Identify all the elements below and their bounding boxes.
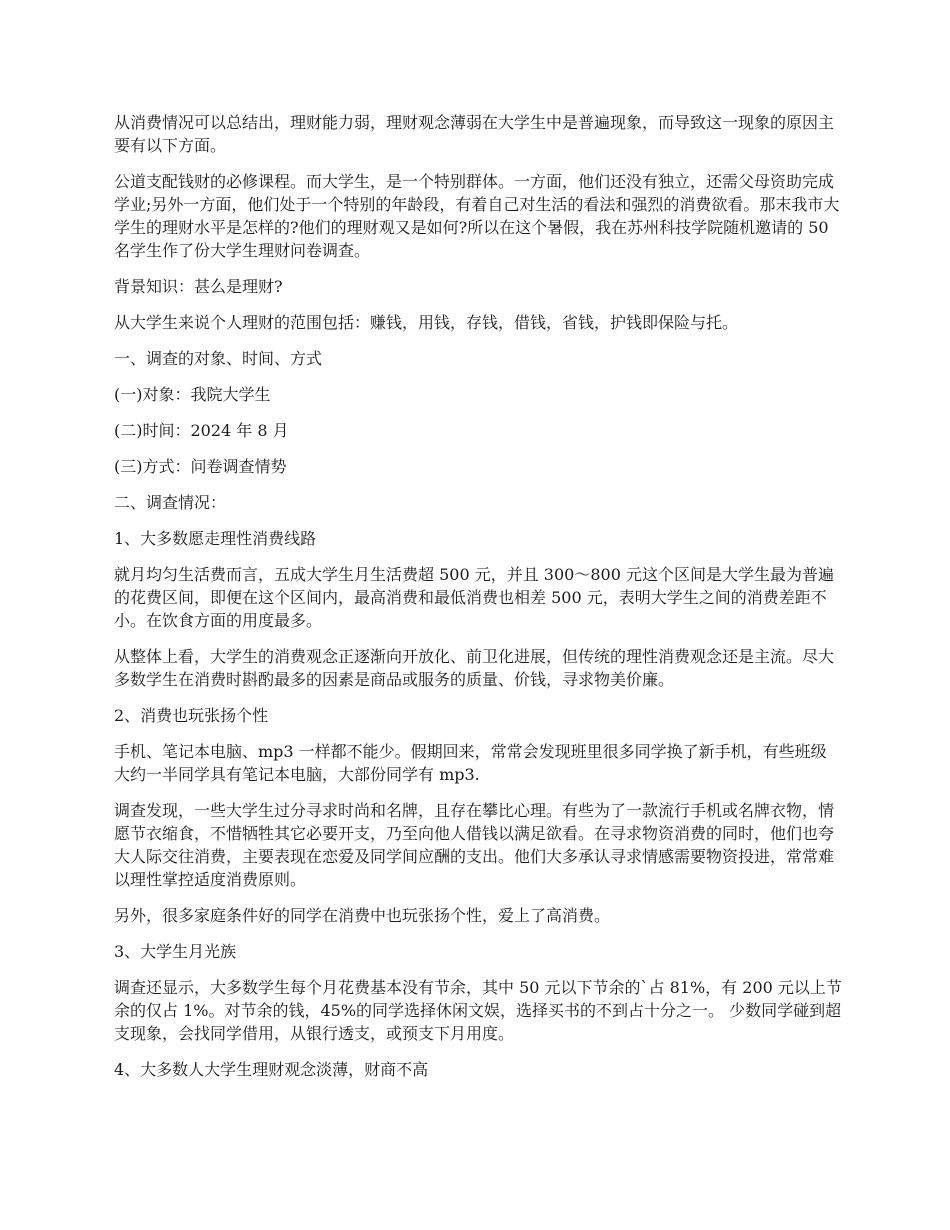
survey-time: (二)时间：2024 年 8 月 (114, 421, 289, 440)
living-expenses-paragraph: 就月均匀生活费而言，五成大学生月生活费超 500 元，并且 300～800 元这个区间是大学生最为普遍的花费区间，即便在这个区间内，最高消费和最低消费也相差 500 元，表明大学生之间的消费差距不小。在饮食方面的用度最多。 (114, 565, 834, 630)
background-knowledge-heading: 背景知识：甚么是理财? (114, 277, 283, 296)
intro-paragraph: 从消费情况可以总结出，理财能力弱，理财观念薄弱在大学生中是普遍现象，而导致这一现象的原因主要有以下方面。 (114, 113, 835, 155)
background-paragraph: 公道支配钱财的必修课程。而大学生，是一个特别群体。一方面，他们还没有独立，还需父母资助完成学业;另外一方面，他们处于一个特别的年龄段，有着自己对生活的看法和强烈的消费欲看。那末我市大学生的理财水平是怎样的?他们的理财观又是如何?所以在这个暑假，我在苏州科技学院随机邀请的 50 名学生作了份大学生理财问卷调查。 (114, 172, 840, 260)
electronics-paragraph: 手机、笔记本电脑、mp3 一样都不能少。假期回来，常常会发现班里很多同学换了新手机，有些班级大约一半同学具有笔记本电脑，大部份同学有 mp3. (114, 742, 827, 784)
savings-paragraph: 调查还显示，大多数学生每个月花费基本没有节余，其中 50 元以下节余的`占 81%，有 200 元以上节余的仅占 1%。对节余的钱，45%的同学选择休闲文娱，选择买书的不到占十分之一。 少数同学碰到超支现象，会找同学借用，从银行透支，或预支下月用度。 (114, 978, 842, 1043)
subheading-personality-consumption: 2、消费也玩张扬个性 (114, 706, 269, 725)
high-consumption-paragraph: 另外，很多家庭条件好的同学在消费中也玩张扬个性，爱上了高消费。 (114, 906, 611, 925)
subheading-rational-consumption: 1、大多数愿走理性消费线路 (114, 529, 317, 548)
subheading-moonlight-clan: 3、大学生月光族 (114, 942, 237, 961)
subheading-weak-financial-concept: 4、大多数人大学生理财观念淡薄，财商不高 (114, 1060, 429, 1079)
survey-method: (三)方式：问卷调查情势 (114, 457, 287, 476)
section-heading-survey-method: 一、调查的对象、时间、方式 (114, 349, 323, 368)
financial-scope-paragraph: 从大学生来说个人理财的范围包括：赚钱，用钱，存钱，借钱，省钱，护钱即保险与托。 (114, 313, 739, 332)
fashion-brand-paragraph: 调查发现，一些大学生过分寻求时尚和名牌，且存在攀比心理。有些为了一款流行手机或名牌衣物，情愿节衣缩食，不惜牺牲其它必要开支，乃至向他人借钱以满足欲看。在寻求物资消费的同时，他们也夸大人际交往消费，主要表现在恋爱及同学间应酬的支出。他们大多承认寻求情感需要物资投进，常常难以理性掌控适度消费原则。 (114, 801, 835, 889)
consumption-concept-paragraph: 从整体上看，大学生的消费观念正逐渐向开放化、前卫化进展，但传统的理性消费观念还是主流。尽大多数学生在消费时斟酌最多的因素是商品或服务的质量、价钱，寻求物美价廉。 (114, 647, 835, 689)
section-heading-survey-results: 二、调查情况： (114, 493, 227, 512)
document-page (114, 111, 842, 1094)
survey-subject: (一)对象：我院大学生 (114, 385, 271, 404)
